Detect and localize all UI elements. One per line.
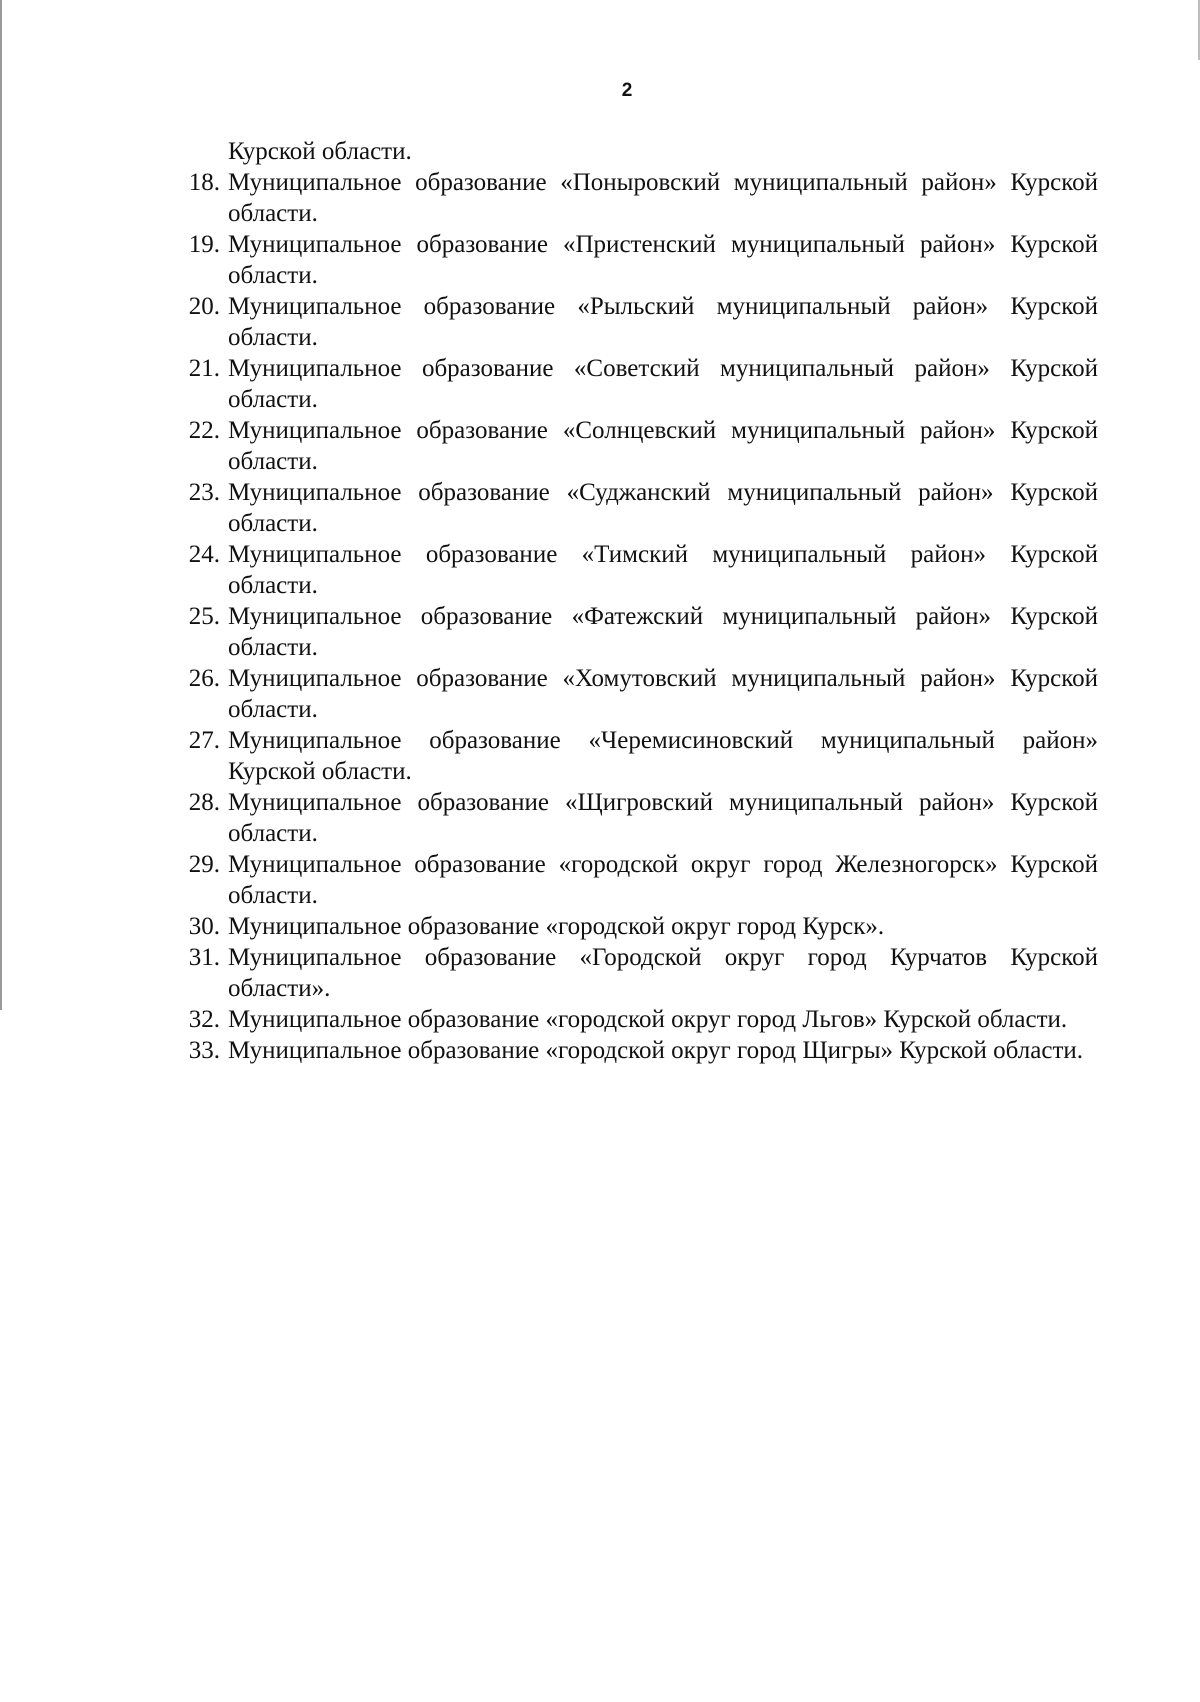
list-item bbox=[170, 849, 1098, 911]
list-item bbox=[170, 663, 1098, 725]
list-item-text: Муниципальное образование «Рыльский муниципальный район» Курской области. bbox=[228, 293, 1098, 351]
continuation-text: Курской области. bbox=[228, 138, 412, 165]
list-item-text: Муниципальное образование «Тимский муниципальный район» Курской области. bbox=[228, 541, 1098, 599]
list-item-number: 22. bbox=[188, 417, 220, 444]
list-item-text: Муниципальное образование «Городской округ город Курчатов Курской области». bbox=[228, 944, 1098, 1002]
list-item-text: Муниципальное образование «Советский муниципальный район» Курской области. bbox=[228, 355, 1098, 413]
list-item-number: 30. bbox=[188, 913, 220, 940]
list-item-text: Муниципальное образование «городской округ город Курск». bbox=[228, 913, 885, 940]
document-body bbox=[170, 136, 1098, 1066]
list-item-number: 25. bbox=[188, 603, 220, 630]
list-item bbox=[170, 539, 1098, 601]
list-item-text: Муниципальное образование «городской округ город Железногорск» Курской области. bbox=[228, 851, 1098, 909]
list-item-text: Муниципальное образование «Суджанский муниципальный район» Курской области. bbox=[228, 479, 1098, 537]
list-item-text: Муниципальное образование «Щигровский муниципальный район» Курской области. bbox=[228, 789, 1098, 847]
list-item-text: Муниципальное образование «городской округ город Щигры» Курской области. bbox=[228, 1037, 1083, 1064]
list-item-number: 33. bbox=[188, 1037, 220, 1064]
list-item-number: 27. bbox=[188, 727, 220, 754]
list-item bbox=[170, 229, 1098, 291]
list-item bbox=[170, 167, 1098, 229]
scan-edge-left bbox=[0, 0, 2, 1010]
list-item-number: 31. bbox=[188, 944, 220, 971]
list-item bbox=[170, 477, 1098, 539]
page-number: 2 bbox=[621, 80, 633, 101]
list-item-text: Муниципальное образование «Поныровский муниципальный район» Курской области. bbox=[228, 169, 1098, 227]
list-item bbox=[170, 911, 1098, 942]
list-item-text: Муниципальное образование «Солнцевский муниципальный район» Курской области. bbox=[228, 417, 1098, 475]
list-item bbox=[170, 601, 1098, 663]
list-item-number: 32. bbox=[188, 1006, 220, 1033]
list-item-number: 28. bbox=[188, 789, 220, 816]
list-item-number: 18. bbox=[188, 169, 220, 196]
list-item-number: 20. bbox=[188, 293, 220, 320]
list-item-number: 21. bbox=[188, 355, 220, 382]
list-item bbox=[170, 1035, 1098, 1066]
list-item bbox=[170, 942, 1098, 1004]
list-item-number: 26. bbox=[188, 665, 220, 692]
municipality-list bbox=[170, 167, 1098, 1066]
list-item bbox=[170, 291, 1098, 353]
list-item-text: Муниципальное образование «Фатежский муниципальный район» Курской области. bbox=[228, 603, 1098, 661]
list-item bbox=[170, 415, 1098, 477]
list-item bbox=[170, 725, 1098, 787]
list-item bbox=[170, 353, 1098, 415]
list-item-number: 24. bbox=[188, 541, 220, 568]
list-item-number: 19. bbox=[188, 231, 220, 258]
list-item-text: Муниципальное образование «Хомутовский муниципальный район» Курской области. bbox=[228, 665, 1098, 723]
list-item-number: 29. bbox=[188, 851, 220, 878]
list-item-text: Муниципальное образование «городской округ город Льгов» Курской области. bbox=[228, 1006, 1068, 1033]
list-item-text: Муниципальное образование «Черемисиновский муниципальный район» Курской области. bbox=[228, 727, 1098, 785]
list-item-text: Муниципальное образование «Пристенский муниципальный район» Курской области. bbox=[228, 231, 1098, 289]
list-item bbox=[170, 787, 1098, 849]
list-item-number: 23. bbox=[188, 479, 220, 506]
list-item bbox=[170, 1004, 1098, 1035]
